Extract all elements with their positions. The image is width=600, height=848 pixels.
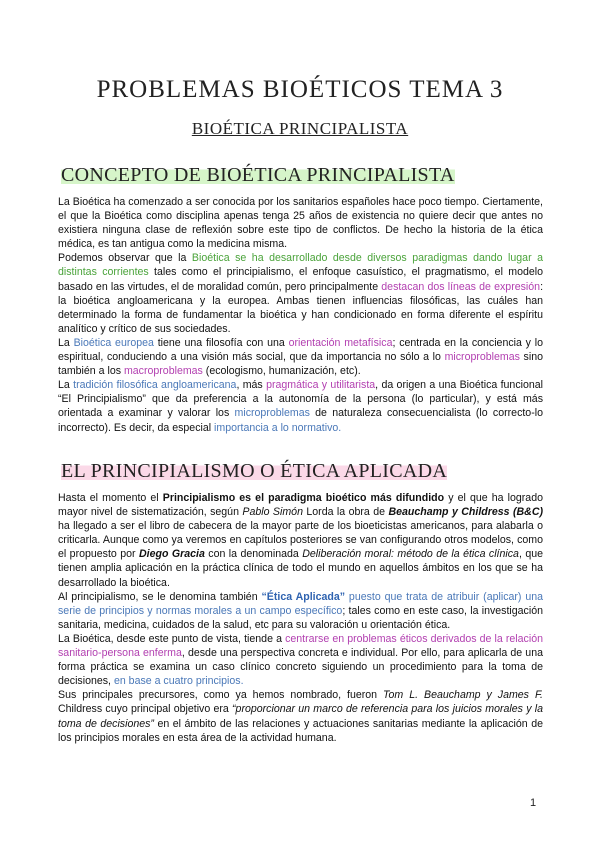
paragraph-paradigmas: Podemos observar que la Bioética se ha desarrollado desde diversos paradigmas dando lugar a distintas corrientes tales como el principialismo, el enfoque casuístico, el pragmatismo, el modelo basado en las virtudes, el de moralidad común, pero principalmente destacan dos líneas de expresión: la bioética angloamericana y la europea. Ambas tienen influencias filosóficas, las cuáles han determinado la forma de fundamentar la bioética y han condicionado en forma diferente el espíritu analítico y crítico de sus sociedades. — [58, 252, 544, 335]
highlight-blue-text: puesto que trata de atribuir (aplicar) una serie de principios y normas morales a un campo específico — [58, 590, 543, 617]
highlight-magenta-text: destacan dos líneas de expresión — [381, 280, 541, 293]
section-concepto-body — [58, 195, 543, 435]
paragraph-intro: La Bioética ha comenzado a ser conocida por los sanitarios españoles hace poco tiempo. Ciertamente, el que la Bioética como disciplina apenas tenga 25 años de existencia no quiere decir que antes no existiera ninguna clase de reflexión sobre este tipo de conflictos. De hecho la historia de la ética médica, es tan antigua como la medicina misma. — [58, 196, 543, 251]
italic-text: Tom L. Beauchamp y James F. — [383, 689, 543, 702]
bold-italic-text: Beauchamp y Childress (B&C) — [388, 506, 543, 519]
bold-italic-text: Diego Gracia — [138, 548, 205, 561]
highlight-blue-text: Bioética europea — [73, 336, 154, 349]
section-heading-concepto — [58, 164, 458, 187]
paragraph-bioetica-europea: La Bioética europea tiene una filosofía con una orientación metafísica; centrada en la conciencia y lo espiritual, conduciendo a una visión más social, que da importancia no sólo a lo microproblemas sino también a los macroproblemas (ecologismo, humanización, etc). — [58, 336, 543, 378]
highlight-green-text: Bioética se ha desarrollado desde diversos paradigmas dando lugar a distintas corrientes — [58, 252, 543, 279]
italic-text: Pablo Simón — [242, 506, 303, 519]
section-heading-principialismo-text: EL PRINCIPIALISMO O ÉTICA APLICADA — [61, 460, 448, 482]
italic-quote-text: “proporcionar un marco de referencia para los juicios morales y la toma de decisiones” — [58, 703, 543, 730]
page-number: 1 — [530, 797, 537, 809]
page-title: PROBLEMAS BIOÉTICOS TEMA 3 — [96, 76, 504, 103]
highlight-blue-text: importancia a lo normativo. — [214, 421, 342, 434]
highlight-blue-text: microproblemas — [234, 407, 310, 420]
bold-text: Principialismo es el paradigma bioético más difundido — [162, 492, 445, 504]
highlight-magenta-text: microproblemas — [444, 351, 520, 364]
section-heading-principialismo — [58, 460, 450, 483]
highlight-magenta-text: pragmática y utilitarista — [266, 379, 376, 392]
paragraph-paradigma-difundido: Hasta el momento el Principialismo es el paradigma bioético más difundido y el que ha logrado mayor nivel de sistematización, según Pablo Simón Lorda la obra de Beauchamp y Childress (B&C) ha llegado a ser el libro de cabecera de la mayor parte de los bioeticistas americanos, para alabarla o criticarla. Aunque como ya veremos en capítulos posteriores se van configurando otros modelos, como el propuesto por Diego Gracia con la denominada Deliberación moral: método de la ética clínica, que tienen amplia aplicación en la práctica clínica de todo el mundo en aquellos ámbitos en los que se ha desarrollado la bioética. — [58, 492, 544, 589]
highlight-magenta-text: macroproblemas — [123, 365, 203, 378]
paragraph-angloamericana: La tradición filosófica angloamericana, más pragmática y utilitarista, da origen a una Bioética funcional “El Principialismo” que da preferencia a la autonomía de la persona (lo particular), y está más orientada a examinar y valorar los microproblemas de naturaleza consecuencialista (lo correcto-lo incorrecto). Es decir, da especial importancia a lo normativo. — [58, 379, 543, 434]
highlight-magenta-text: centrarse en problemas éticos derivados de la relación sanitario-persona enferma — [58, 632, 543, 660]
paragraph-precursores: Sus principales precursores, como ya hemos nombrado, fueron Tom L. Beauchamp y James F. Childress cuyo principal objetivo era “proporcionar un marco de referencia para los juicios morales y la toma de decisiones” en el ámbito de las relaciones y actuaciones sanitarias mediante la aplicación de los principios morales en esta área de la actividad humana. — [58, 689, 543, 744]
paragraph-relacion-sanitario: La Bioética, desde este punto de vista, tiende a centrarse en problemas éticos derivados de la relación sanitario-persona enferma, desde una perspectiva concreta e individual. Por ello, para aplicarla de una forma práctica se examina un caso clínico concreto siguiendo un procedimiento para la toma de decisiones, en base a cuatro principios. — [58, 632, 543, 688]
section-principialismo-body — [58, 491, 543, 745]
highlight-magenta-text: orientación metafísica — [288, 336, 393, 349]
highlight-blue-bold-text: “Ética Aplicada” — [261, 590, 346, 603]
italic-text: Deliberación moral: método de la ética clínica — [302, 548, 519, 561]
paragraph-etica-aplicada: Al principialismo, se le denomina también “Ética Aplicada” puesto que trata de atribuir (aplicar) una serie de principios y normas morales a un campo específico; tales como en este caso, la investigación sanitaria, medicina, cuidados de la salud, etc para su valoración u orientación ética. — [58, 590, 543, 631]
highlight-blue-text: en base a cuatro principios. — [113, 675, 244, 688]
page-subtitle: BIOÉTICA PRINCIPALISTA — [191, 119, 409, 138]
highlight-blue-text: tradición filosófica angloamericana — [73, 379, 237, 392]
section-heading-concepto-text: CONCEPTO DE BIOÉTICA PRINCIPALISTA — [61, 164, 455, 186]
